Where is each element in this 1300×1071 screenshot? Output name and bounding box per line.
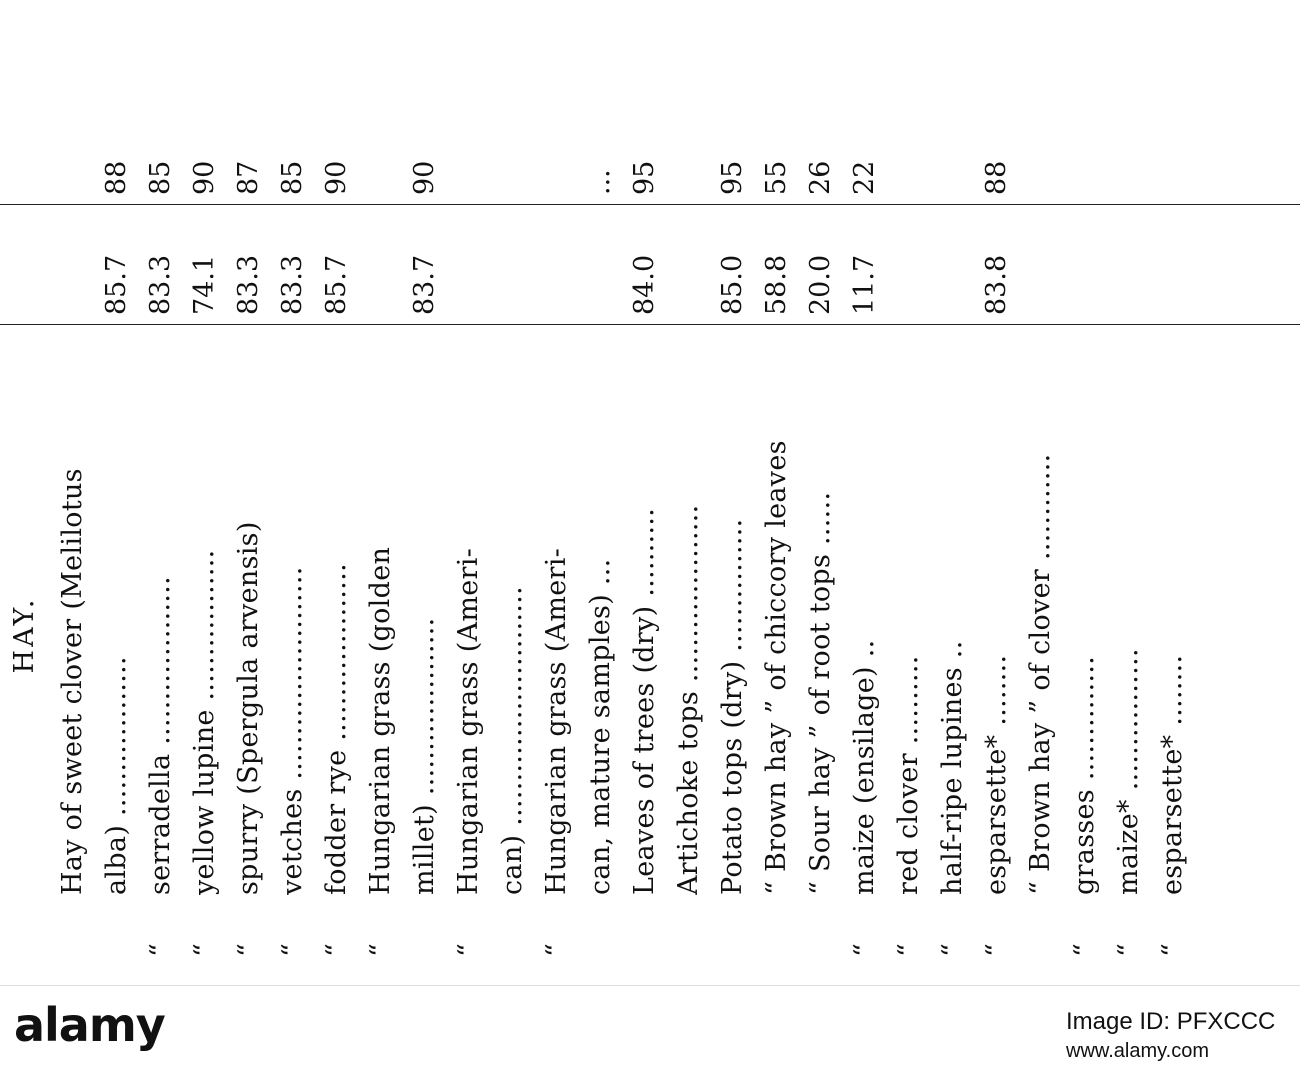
row-label: Hungarian grass (Ameri- bbox=[541, 547, 572, 895]
ditto-mark: “ bbox=[1157, 943, 1188, 957]
value-col-b: 88 bbox=[981, 160, 1012, 195]
value-col-b: 22 bbox=[849, 160, 880, 195]
table-row bbox=[892, 0, 926, 985]
row-label: can, mature samples) ... bbox=[585, 558, 616, 895]
ditto-mark: “ bbox=[1113, 943, 1144, 957]
table-row bbox=[980, 0, 1014, 985]
row-label: maize* ................ bbox=[1113, 648, 1144, 895]
value-col-a: 83.3 bbox=[277, 254, 308, 315]
row-label: half-ripe lupines .. bbox=[937, 640, 968, 895]
row-label: Hungarian grass (Ameri- bbox=[453, 547, 484, 895]
ditto-mark: “ bbox=[453, 943, 484, 957]
table-row bbox=[1068, 0, 1102, 985]
value-col-b: 90 bbox=[189, 160, 220, 195]
table-row bbox=[716, 0, 750, 985]
value-col-a: 20.0 bbox=[805, 254, 836, 315]
row-label: “ Brown hay ” of clover ............ bbox=[1025, 453, 1056, 895]
row-label: Artichoke tops .................... bbox=[673, 504, 704, 895]
value-col-a: 58.8 bbox=[761, 254, 792, 315]
row-label: Hungarian grass (golden bbox=[365, 546, 396, 895]
ditto-mark: “ bbox=[277, 943, 308, 957]
table-row bbox=[188, 0, 222, 985]
row-label: “ Sour hay ” of root tops ...... bbox=[805, 491, 836, 895]
value-col-a: 85.0 bbox=[717, 254, 748, 315]
table-row bbox=[364, 0, 398, 985]
value-col-b: 85 bbox=[277, 160, 308, 195]
value-col-b: ... bbox=[585, 169, 616, 195]
table-row bbox=[584, 0, 618, 985]
table-row bbox=[804, 0, 838, 985]
ditto-mark: “ bbox=[981, 943, 1012, 957]
table-row bbox=[760, 0, 794, 985]
table-row bbox=[540, 0, 574, 985]
ditto-mark: “ bbox=[321, 943, 352, 957]
row-label: “ Brown hay ” of chiccory leaves bbox=[761, 440, 792, 895]
table-row bbox=[276, 0, 310, 985]
table-row bbox=[1112, 0, 1146, 985]
value-col-b: 95 bbox=[629, 160, 660, 195]
row-label: red clover .......... bbox=[893, 655, 924, 895]
value-col-a: 83.3 bbox=[145, 254, 176, 315]
table-row bbox=[56, 0, 90, 985]
ditto-mark: “ bbox=[937, 943, 968, 957]
value-col-a: 85.7 bbox=[101, 254, 132, 315]
table-row bbox=[1024, 0, 1058, 985]
table-row bbox=[628, 0, 662, 985]
row-label: can) ........................... bbox=[497, 585, 528, 895]
value-col-b: 90 bbox=[321, 160, 352, 195]
table-row bbox=[848, 0, 882, 985]
table-row bbox=[936, 0, 970, 985]
value-col-b: 95 bbox=[717, 160, 748, 195]
value-col-a: 11.7 bbox=[849, 254, 880, 315]
row-label: millet) .................... bbox=[409, 617, 440, 895]
ditto-mark: “ bbox=[849, 943, 880, 957]
value-col-b: 55 bbox=[761, 160, 792, 195]
value-col-b: 87 bbox=[233, 160, 264, 195]
row-label: alba) .................. bbox=[101, 656, 132, 895]
table-row bbox=[144, 0, 178, 985]
image-id: Image ID: PFXCCC bbox=[1066, 1008, 1276, 1035]
ditto-mark: “ bbox=[893, 943, 924, 957]
table-row bbox=[672, 0, 706, 985]
value-col-b: 90 bbox=[409, 160, 440, 195]
row-label: maize (ensilage) .. bbox=[849, 639, 880, 895]
table-row bbox=[100, 0, 134, 985]
value-col-a: 83.8 bbox=[981, 254, 1012, 315]
value-col-a: 83.3 bbox=[233, 254, 264, 315]
table-heading: HAY. bbox=[9, 596, 40, 674]
row-label: Potato tops (dry) ............... bbox=[717, 518, 748, 895]
row-label: Hay of sweet clover (Melilotus bbox=[57, 468, 88, 895]
value-col-a: 74.1 bbox=[189, 254, 220, 315]
table-row bbox=[1156, 0, 1190, 985]
table-row bbox=[408, 0, 442, 985]
ditto-mark: “ bbox=[541, 943, 572, 957]
ditto-mark: “ bbox=[365, 943, 396, 957]
value-col-b: 26 bbox=[805, 160, 836, 195]
value-col-b: 85 bbox=[145, 160, 176, 195]
row-label: spurry (Spergula arvensis) bbox=[233, 521, 264, 895]
row-label: vetches ........................ bbox=[277, 566, 308, 895]
ditto-mark: “ bbox=[233, 943, 264, 957]
row-label: esparsette* ........ bbox=[1157, 654, 1188, 895]
table-row bbox=[452, 0, 486, 985]
ditto-mark: “ bbox=[145, 943, 176, 957]
site-url: www.alamy.com bbox=[1066, 1040, 1209, 1062]
value-col-b: 88 bbox=[101, 160, 132, 195]
row-label: grasses .............. bbox=[1069, 655, 1100, 895]
table-row bbox=[496, 0, 530, 985]
row-label: esparsette* ........ bbox=[981, 654, 1012, 895]
table-row bbox=[320, 0, 354, 985]
ditto-mark: “ bbox=[189, 943, 220, 957]
row-label: Leaves of trees (dry) .......... bbox=[629, 507, 660, 895]
alamy-logo: alamy bbox=[14, 998, 165, 1052]
row-label: yellow lupine ................. bbox=[189, 549, 220, 895]
table-row bbox=[232, 0, 266, 985]
ditto-mark: “ bbox=[1069, 943, 1100, 957]
value-col-a: 85.7 bbox=[321, 254, 352, 315]
row-label: fodder rye .................... bbox=[321, 563, 352, 895]
value-col-a: 84.0 bbox=[629, 254, 660, 315]
row-label: serradella ................... bbox=[145, 575, 176, 895]
value-col-a: 83.7 bbox=[409, 254, 440, 315]
